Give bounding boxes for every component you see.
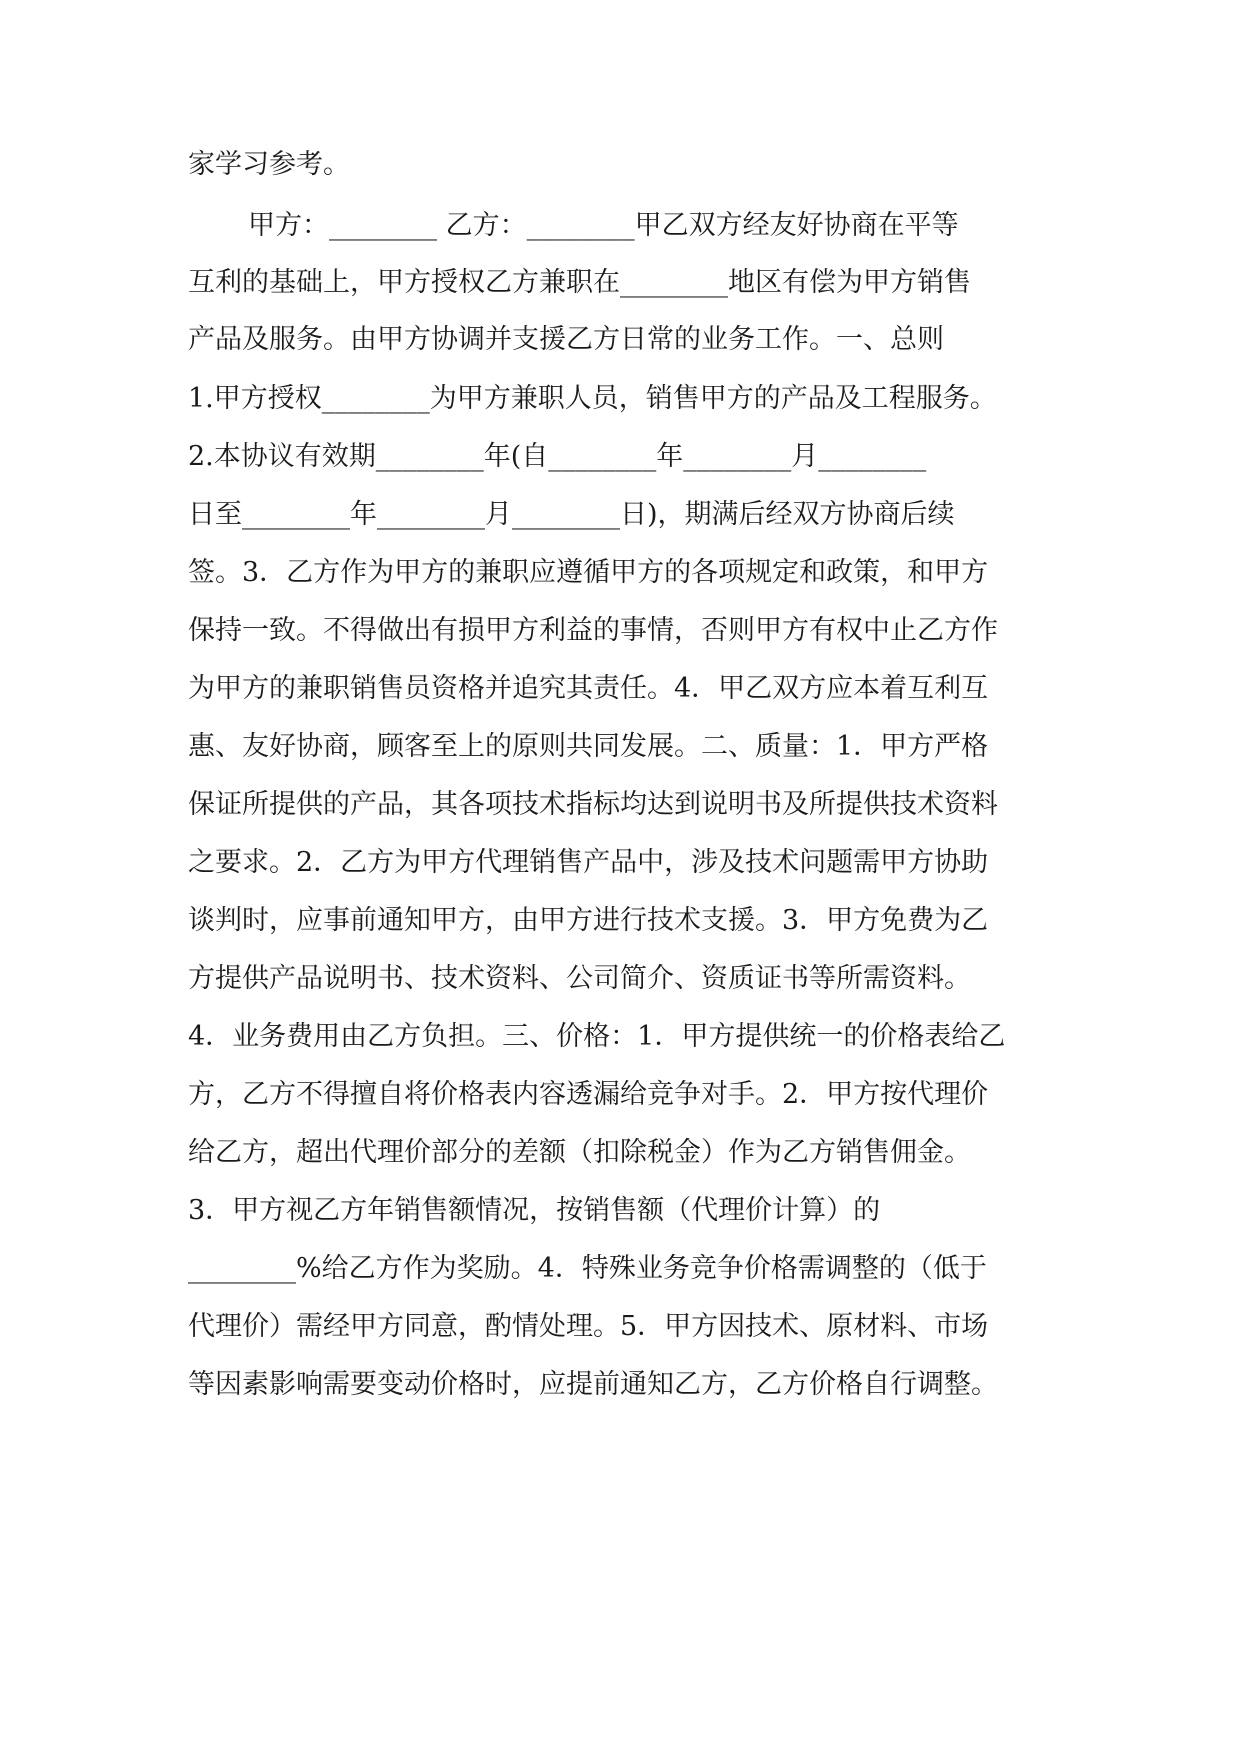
text-line: 3．甲方视乙方年销售额情况，按销售额（代理价计算）的 bbox=[188, 1195, 881, 1226]
text-line: 方提供产品说明书、技术资料、公司简介、资质证书等所需资料。 bbox=[188, 963, 971, 994]
text-line: 甲方：________ 乙方：________甲乙双方经友好协商在平等 bbox=[248, 210, 959, 241]
text-line: 保持一致。不得做出有损甲方利益的事情，否则甲方有权中止乙方作 bbox=[188, 615, 998, 646]
text-line: 之要求。2．乙方为甲方代理销售产品中，涉及技术问题需甲方协助 bbox=[188, 847, 989, 878]
text-line: 1.甲方授权________为甲方兼职人员，销售甲方的产品及工程服务。 bbox=[188, 383, 997, 414]
text-line: 签。3．乙方作为甲方的兼职应遵循甲方的各项规定和政策，和甲方 bbox=[188, 557, 989, 588]
text-line: 4．业务费用由乙方负担。三、价格：1．甲方提供统一的价格表给乙 bbox=[188, 1021, 1006, 1052]
text-line: 产品及服务。由甲方协调并支援乙方日常的业务工作。一、总则 bbox=[188, 324, 944, 355]
text-line: 方，乙方不得擅自将价格表内容透漏给竞争对手。2．甲方按代理价 bbox=[188, 1079, 989, 1110]
text-line: 给乙方，超出代理价部分的差额（扣除税金）作为乙方销售佣金。 bbox=[188, 1137, 971, 1168]
text-line: 惠、友好协商，顾客至上的原则共同发展。二、质量：1．甲方严格 bbox=[188, 731, 989, 762]
text-line: 互利的基础上，甲方授权乙方兼职在________地区有偿为甲方销售 bbox=[188, 267, 971, 298]
text-line: 为甲方的兼职销售员资格并追究其责任。4．甲乙双方应本着互利互 bbox=[188, 673, 989, 704]
text-line: 谈判时，应事前通知甲方，由甲方进行技术支援。3．甲方免费为乙 bbox=[188, 905, 989, 936]
text-line: ________%给乙方作为奖励。4．特殊业务竞争价格需调整的（低于 bbox=[188, 1253, 987, 1284]
text-line: 2.本协议有效期________年(自________年________月________ bbox=[188, 441, 927, 472]
text-line: 等因素影响需要变动价格时，应提前通知乙方，乙方价格自行调整。 bbox=[188, 1369, 998, 1400]
text-line: 代理价）需经甲方同意，酌情处理。5．甲方因技术、原材料、市场 bbox=[188, 1311, 989, 1342]
text-line: 保证所提供的产品，其各项技术指标均达到说明书及所提供技术资料 bbox=[188, 789, 998, 820]
text-line: 家学习参考。 bbox=[188, 149, 350, 180]
text-line: 日至________年________月________日)，期满后经双方协商后续 bbox=[188, 499, 955, 530]
